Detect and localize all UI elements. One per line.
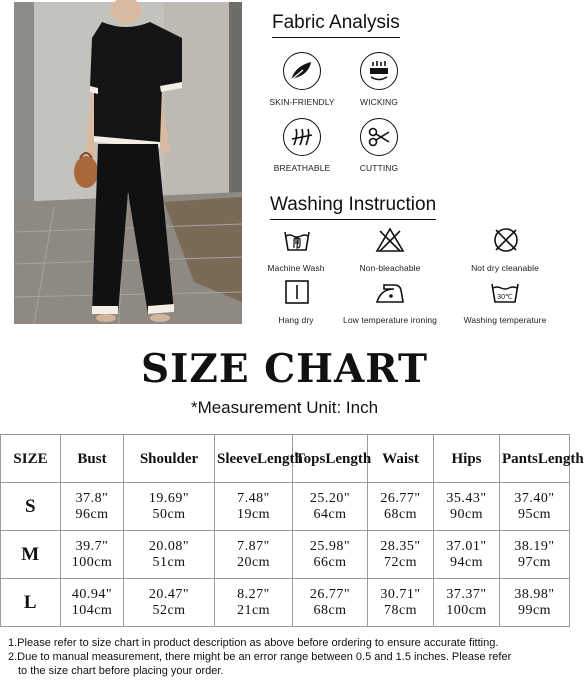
wash-temperature-icon — [488, 276, 522, 308]
header-shoulder: Shoulder — [124, 435, 215, 483]
size-table — [0, 434, 584, 627]
iron-icon — [373, 276, 407, 308]
wicking-label: WICKING — [359, 97, 399, 107]
wash-temperature-value: 30℃ — [497, 294, 513, 301]
header-hips: Hips — [434, 435, 500, 483]
table-cell: 19.69" 50cm — [124, 483, 215, 531]
machine-wash-label: Machine Wash — [267, 263, 325, 273]
scissors-icon — [360, 118, 398, 156]
header-sleeve-length: SleeveLength — [215, 435, 293, 483]
header-size: SIZE — [1, 435, 61, 483]
table-cell: 37.01" 94cm — [434, 531, 500, 579]
skin-friendly-label: SKIN-FRIENDLY — [269, 97, 335, 107]
no-bleach-icon — [373, 224, 407, 256]
not-dry-cleanable-label: Not dry cleanable — [471, 263, 539, 273]
table-header-row — [1, 435, 570, 483]
no-dry-clean-icon — [489, 224, 523, 256]
table-cell: 26.77" 68cm — [368, 483, 434, 531]
table-row — [1, 579, 570, 627]
table-cell: 25.20" 64cm — [293, 483, 368, 531]
table-cell: 38.98" 99cm — [500, 579, 570, 627]
table-cell: 8.27" 21cm — [215, 579, 293, 627]
table-cell: 20.08" 51cm — [124, 531, 215, 579]
table-cell: 37.37" 100cm — [434, 579, 500, 627]
table-cell: 37.8" 96cm — [61, 483, 124, 531]
table-cell: 37.40" 95cm — [500, 483, 570, 531]
table-cell: 30.71" 78cm — [368, 579, 434, 627]
size-label: M — [1, 531, 61, 579]
washing-temperature-label: Washing temperature — [463, 315, 547, 325]
machine-wash-icon — [280, 224, 314, 256]
non-bleachable-label: Non-bleachable — [359, 263, 421, 273]
washing-instruction-title: Washing Instruction — [270, 194, 436, 216]
table-row — [1, 483, 570, 531]
table-cell: 26.77" 68cm — [293, 579, 368, 627]
table-cell: 7.48" 19cm — [215, 483, 293, 531]
table-cell: 38.19" 97cm — [500, 531, 570, 579]
breathable-label: BREATHABLE — [273, 163, 331, 173]
breathable-icon — [283, 118, 321, 156]
table-cell: 20.47" 52cm — [124, 579, 215, 627]
size-label: L — [1, 579, 61, 627]
product-photo — [14, 2, 242, 324]
fabric-analysis-title: Fabric Analysis — [272, 12, 400, 34]
cutting-label: CUTTING — [359, 163, 399, 173]
note-1: 1.Please refer to size chart in product description as above before ordering to ensure accurate fitting. — [8, 637, 499, 649]
hang-dry-label: Hang dry — [278, 315, 314, 325]
wicking-icon — [360, 52, 398, 90]
table-cell: 35.43" 90cm — [434, 483, 500, 531]
size-chart-title: SIZE CHART — [140, 346, 429, 392]
header-pants-length: PantsLength — [500, 435, 570, 483]
header-tops-length: TopsLength — [293, 435, 368, 483]
header-bust: Bust — [61, 435, 124, 483]
size-label: S — [1, 483, 61, 531]
header-waist: Waist — [368, 435, 434, 483]
low-temperature-ironing-label: Low temperature ironing — [343, 315, 437, 325]
note-2-continued: to the size chart before placing your order. — [18, 665, 224, 677]
table-cell: 28.35" 72cm — [368, 531, 434, 579]
table-row — [1, 531, 570, 579]
hang-dry-icon — [280, 276, 314, 308]
feather-icon — [283, 52, 321, 90]
sizing-notes — [8, 636, 564, 678]
measurement-unit-note: *Measurement Unit: Inch — [190, 398, 379, 417]
note-2: 2.Due to manual measurement, there might be an error range between 0.5 and 1.5 inches. Please refer — [8, 651, 512, 663]
table-cell: 39.7" 100cm — [61, 531, 124, 579]
table-cell: 7.87" 20cm — [215, 531, 293, 579]
table-cell: 25.98" 66cm — [293, 531, 368, 579]
table-cell: 40.94" 104cm — [61, 579, 124, 627]
